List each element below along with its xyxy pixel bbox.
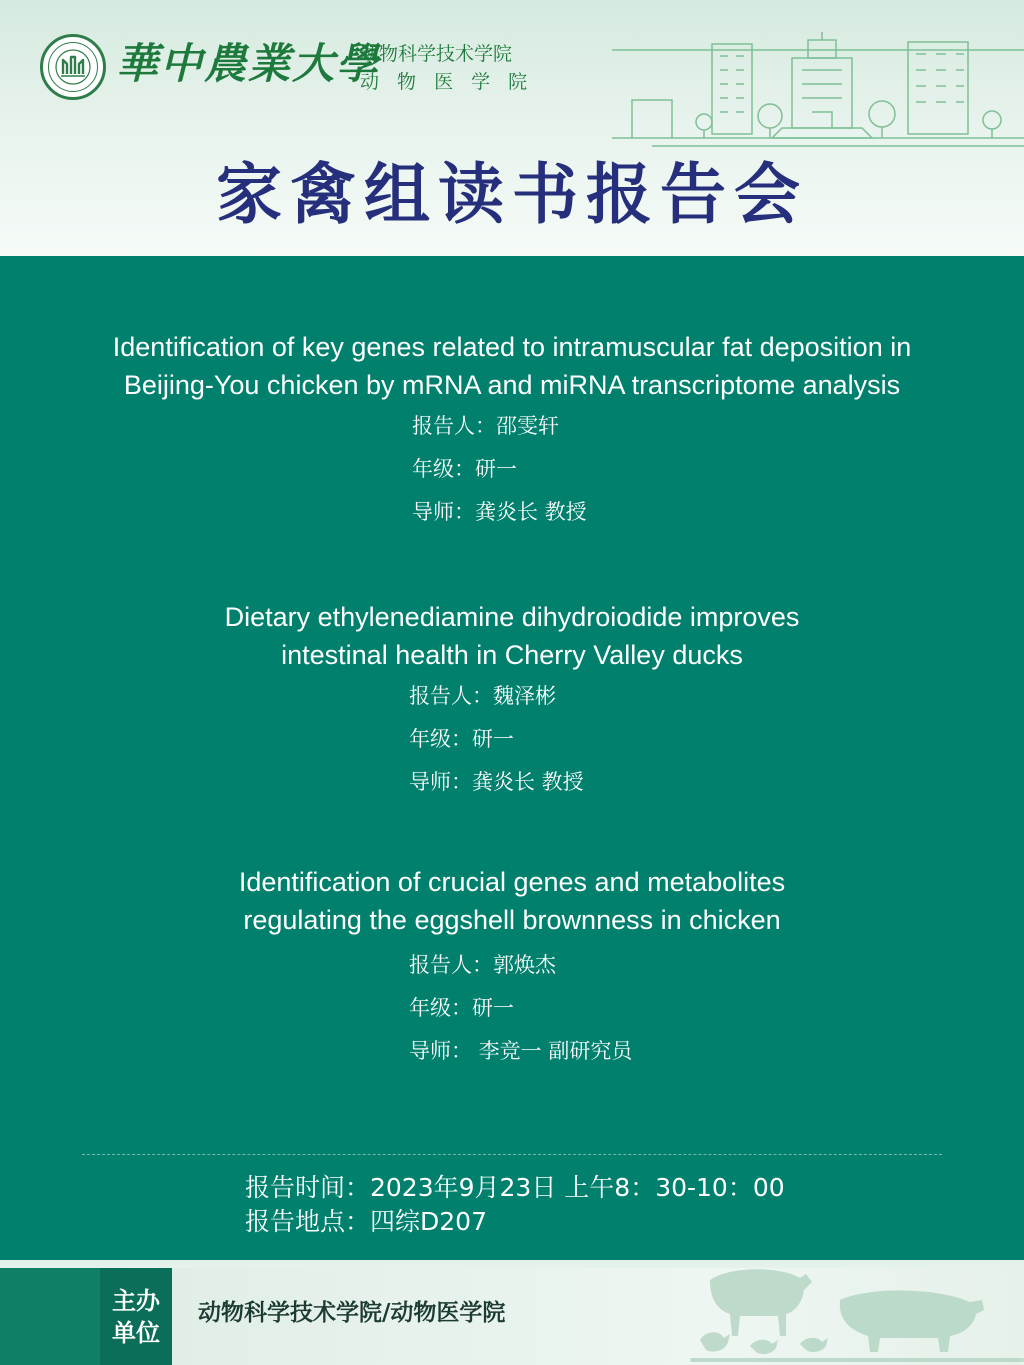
talk-item bbox=[0, 328, 1024, 524]
event-time: 报告时间：2023年9月23日 上午8：30-10：00 bbox=[245, 1173, 785, 1202]
talk-grade: 年级：研一 bbox=[409, 996, 514, 1020]
organizer-label-line: 单位 bbox=[112, 1318, 160, 1347]
talk-speaker: 报告人：郭焕杰 bbox=[409, 953, 556, 977]
organizer-label bbox=[100, 1268, 172, 1365]
talk-advisor: 导师：龚炎长 教授 bbox=[409, 770, 584, 794]
university-name: 華中農業大學 bbox=[116, 39, 381, 88]
college-name-veterinary: 动 物 医 学 院 bbox=[360, 71, 534, 93]
talks-panel bbox=[0, 256, 1024, 1260]
talk-title-line: intestinal health in Cherry Valley ducks bbox=[281, 640, 743, 670]
poster-footer bbox=[0, 1260, 1024, 1365]
talk-advisor: 导师： 李竞一 副研究员 bbox=[409, 1039, 633, 1063]
talk-grade: 年级：研一 bbox=[409, 727, 514, 751]
poster-header bbox=[0, 0, 1024, 256]
livestock-silhouette-icon bbox=[690, 1260, 1024, 1365]
talk-advisor: 导师：龚炎长 教授 bbox=[412, 500, 587, 524]
talk-meta bbox=[409, 944, 632, 1073]
organizer-name: 动物科学技术学院/动物医学院 bbox=[198, 1300, 506, 1326]
event-location: 报告地点：四综D207 bbox=[245, 1207, 487, 1236]
section-divider bbox=[82, 1154, 942, 1155]
campus-building-illustration bbox=[612, 30, 1024, 150]
organizer-label-line: 主办 bbox=[112, 1286, 160, 1315]
talk-speaker: 报告人：魏泽彬 bbox=[409, 684, 556, 708]
talk-title-line: Identification of key genes related to intramuscular fat deposition in bbox=[112, 332, 912, 362]
page-title: 家禽组读书报告会 bbox=[216, 156, 808, 233]
university-seal-icon bbox=[40, 34, 106, 100]
talk-item bbox=[0, 863, 1024, 1063]
talk-meta bbox=[409, 675, 584, 804]
college-name-animal-science: 动物科学技术学院 bbox=[360, 43, 513, 65]
talk-title-line: regulating the eggshell brownness in chicken bbox=[243, 905, 781, 935]
talk-meta bbox=[412, 405, 587, 534]
talk-item bbox=[0, 598, 1024, 794]
talk-title-line: Dietary ethylenediamine dihydroiodide improves bbox=[224, 602, 800, 632]
college-names bbox=[360, 40, 540, 96]
talk-speaker: 报告人：邵雯轩 bbox=[412, 414, 559, 438]
event-info bbox=[245, 1171, 785, 1239]
talk-grade: 年级：研一 bbox=[412, 457, 517, 481]
talk-title-line: Beijing-You chicken by mRNA and miRNA transcriptome analysis bbox=[123, 370, 901, 400]
footer-accent-block bbox=[0, 1268, 100, 1365]
talk-title-line: Identification of crucial genes and metabolites bbox=[238, 867, 786, 897]
